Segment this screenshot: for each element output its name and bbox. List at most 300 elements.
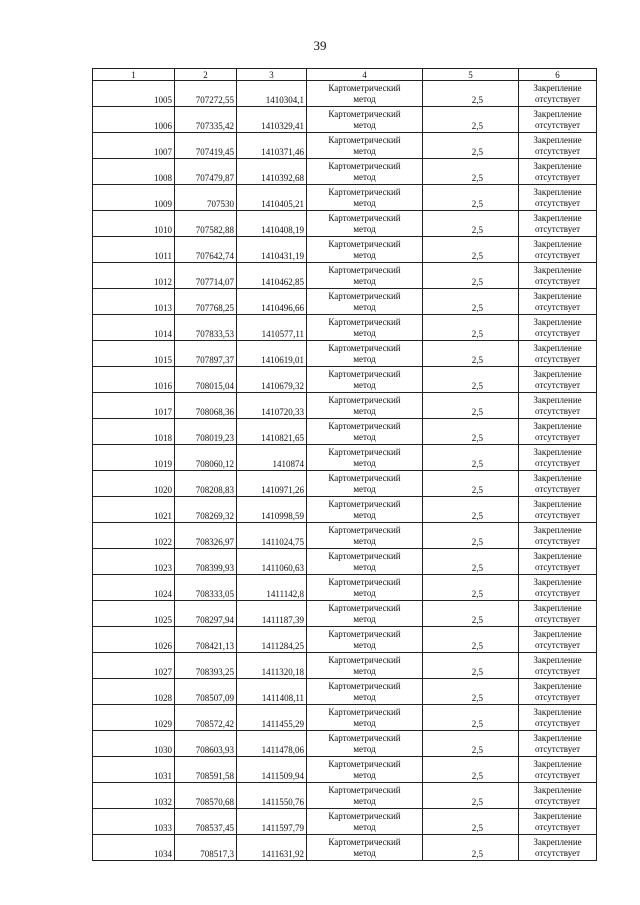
method-cell xyxy=(307,653,423,679)
x-coordinate-cell: 708517,3 xyxy=(175,835,237,861)
method-cell xyxy=(307,601,423,627)
y-coordinate-cell: 1410679,32 xyxy=(237,367,307,393)
fixation-line-1: Закрепление xyxy=(533,238,582,249)
fixation-line-1: Закрепление xyxy=(533,576,582,587)
point-number-cell: 1022 xyxy=(93,523,175,549)
point-number-cell: 1013 xyxy=(93,289,175,315)
method-line-2: метод xyxy=(353,613,376,624)
y-coordinate-cell: 1410619,01 xyxy=(237,341,307,367)
y-coordinate-cell: 1411455,29 xyxy=(237,705,307,731)
accuracy-cell: 2,5 xyxy=(423,809,519,835)
column-header: 4 xyxy=(307,69,423,81)
y-coordinate-cell: 1410392,68 xyxy=(237,159,307,185)
method-line-1: Картометрический xyxy=(328,836,401,847)
fixation-line-2: отсутствует xyxy=(534,457,581,468)
y-coordinate-cell: 1411024,75 xyxy=(237,523,307,549)
method-line-2: метод xyxy=(353,743,376,754)
accuracy-cell: 2,5 xyxy=(423,237,519,263)
method-cell xyxy=(307,627,423,653)
method-line-1: Картометрический xyxy=(328,602,401,613)
method-line-1: Картометрический xyxy=(328,472,401,483)
accuracy-cell: 2,5 xyxy=(423,159,519,185)
accuracy-cell: 2,5 xyxy=(423,263,519,289)
fixation-line-1: Закрепление xyxy=(533,784,582,795)
method-line-1: Картометрический xyxy=(328,212,401,223)
accuracy-cell: 2,5 xyxy=(423,211,519,237)
y-coordinate-cell: 1410496,66 xyxy=(237,289,307,315)
y-coordinate-cell: 1410371,46 xyxy=(237,133,307,159)
x-coordinate-cell: 708208,83 xyxy=(175,471,237,497)
point-number-cell: 1012 xyxy=(93,263,175,289)
fixation-cell xyxy=(519,575,597,601)
y-coordinate-cell: 1410462,85 xyxy=(237,263,307,289)
fixation-line-2: отсутствует xyxy=(534,613,581,624)
method-line-1: Картометрический xyxy=(328,550,401,561)
method-line-2: метод xyxy=(353,353,376,364)
point-number-cell: 1010 xyxy=(93,211,175,237)
point-number-cell: 1005 xyxy=(93,81,175,107)
fixation-line-2: отсутствует xyxy=(534,561,581,572)
method-cell xyxy=(307,81,423,107)
fixation-line-2: отсутствует xyxy=(534,119,581,130)
fixation-line-2: отсутствует xyxy=(534,145,581,156)
method-line-2: метод xyxy=(353,561,376,572)
fixation-cell xyxy=(519,497,597,523)
fixation-line-1: Закрепление xyxy=(533,680,582,691)
point-number-cell: 1014 xyxy=(93,315,175,341)
method-line-1: Картометрический xyxy=(328,784,401,795)
table-row xyxy=(93,393,597,419)
x-coordinate-cell: 707768,25 xyxy=(175,289,237,315)
point-number-cell: 1016 xyxy=(93,367,175,393)
table-row xyxy=(93,653,597,679)
method-cell xyxy=(307,107,423,133)
method-cell xyxy=(307,289,423,315)
point-number-cell: 1007 xyxy=(93,133,175,159)
fixation-cell xyxy=(519,263,597,289)
method-line-2: метод xyxy=(353,821,376,832)
column-header: 5 xyxy=(423,69,519,81)
table-row xyxy=(93,731,597,757)
table-row xyxy=(93,523,597,549)
x-coordinate-cell: 708591,58 xyxy=(175,757,237,783)
accuracy-cell: 2,5 xyxy=(423,835,519,861)
method-cell xyxy=(307,731,423,757)
x-coordinate-cell: 708570,68 xyxy=(175,783,237,809)
point-number-cell: 1020 xyxy=(93,471,175,497)
table-row xyxy=(93,341,597,367)
fixation-line-1: Закрепление xyxy=(533,160,582,171)
method-line-2: метод xyxy=(353,223,376,234)
point-number-cell: 1008 xyxy=(93,159,175,185)
x-coordinate-cell: 708015,04 xyxy=(175,367,237,393)
y-coordinate-cell: 1411284,25 xyxy=(237,627,307,653)
method-cell xyxy=(307,211,423,237)
method-line-1: Картометрический xyxy=(328,264,401,275)
page-number: 39 xyxy=(313,38,327,53)
fixation-line-2: отсутствует xyxy=(534,353,581,364)
table-row xyxy=(93,81,597,107)
method-line-2: метод xyxy=(353,379,376,390)
y-coordinate-cell: 1411320,18 xyxy=(237,653,307,679)
y-coordinate-cell: 1411408,11 xyxy=(237,679,307,705)
y-coordinate-cell: 1410998,59 xyxy=(237,497,307,523)
table-row xyxy=(93,263,597,289)
accuracy-cell: 2,5 xyxy=(423,575,519,601)
table-row xyxy=(93,471,597,497)
accuracy-cell: 2,5 xyxy=(423,107,519,133)
method-line-2: метод xyxy=(353,431,376,442)
method-cell xyxy=(307,159,423,185)
y-coordinate-cell: 1411187,39 xyxy=(237,601,307,627)
fixation-cell xyxy=(519,731,597,757)
fixation-line-2: отсутствует xyxy=(534,665,581,676)
method-cell xyxy=(307,471,423,497)
method-line-1: Картометрический xyxy=(328,524,401,535)
fixation-line-1: Закрепление xyxy=(533,342,582,353)
x-coordinate-cell: 707335,42 xyxy=(175,107,237,133)
fixation-line-1: Закрепление xyxy=(533,602,582,613)
fixation-line-2: отсутствует xyxy=(534,249,581,260)
table-row xyxy=(93,445,597,471)
method-line-1: Картометрический xyxy=(328,134,401,145)
fixation-cell xyxy=(519,471,597,497)
fixation-cell xyxy=(519,133,597,159)
fixation-line-2: отсутствует xyxy=(534,171,581,182)
accuracy-cell: 2,5 xyxy=(423,757,519,783)
fixation-cell xyxy=(519,523,597,549)
x-coordinate-cell: 708060,12 xyxy=(175,445,237,471)
x-coordinate-cell: 708399,93 xyxy=(175,549,237,575)
y-coordinate-cell: 1410720,33 xyxy=(237,393,307,419)
method-cell xyxy=(307,341,423,367)
method-line-2: метод xyxy=(353,639,376,650)
y-coordinate-cell: 1410971,26 xyxy=(237,471,307,497)
point-number-cell: 1025 xyxy=(93,601,175,627)
accuracy-cell: 2,5 xyxy=(423,783,519,809)
fixation-line-1: Закрепление xyxy=(533,186,582,197)
fixation-line-2: отсутствует xyxy=(534,795,581,806)
method-line-2: метод xyxy=(353,535,376,546)
method-line-1: Картометрический xyxy=(328,628,401,639)
method-line-1: Картометрический xyxy=(328,706,401,717)
x-coordinate-cell: 708019,23 xyxy=(175,419,237,445)
x-coordinate-cell: 708333,05 xyxy=(175,575,237,601)
fixation-cell xyxy=(519,159,597,185)
coordinates-table xyxy=(92,68,597,861)
point-number-cell: 1031 xyxy=(93,757,175,783)
x-coordinate-cell: 708507,09 xyxy=(175,679,237,705)
header-row xyxy=(93,69,597,81)
fixation-cell xyxy=(519,367,597,393)
method-cell xyxy=(307,575,423,601)
x-coordinate-cell: 707479,87 xyxy=(175,159,237,185)
table-row xyxy=(93,159,597,185)
method-line-1: Картометрический xyxy=(328,446,401,457)
x-coordinate-cell: 708603,93 xyxy=(175,731,237,757)
x-coordinate-cell: 707419,45 xyxy=(175,133,237,159)
accuracy-cell: 2,5 xyxy=(423,601,519,627)
method-cell xyxy=(307,783,423,809)
y-coordinate-cell: 1411060,63 xyxy=(237,549,307,575)
fixation-line-1: Закрепление xyxy=(533,524,582,535)
method-line-2: метод xyxy=(353,275,376,286)
fixation-line-1: Закрепление xyxy=(533,446,582,457)
table-row xyxy=(93,211,597,237)
accuracy-cell: 2,5 xyxy=(423,341,519,367)
method-line-2: метод xyxy=(353,847,376,858)
method-cell xyxy=(307,497,423,523)
fixation-cell xyxy=(519,783,597,809)
fixation-line-2: отсутствует xyxy=(534,483,581,494)
method-line-1: Картометрический xyxy=(328,654,401,665)
table-row xyxy=(93,705,597,731)
fixation-cell xyxy=(519,315,597,341)
y-coordinate-cell: 1411597,79 xyxy=(237,809,307,835)
method-cell xyxy=(307,263,423,289)
method-cell xyxy=(307,705,423,731)
x-coordinate-cell: 708297,94 xyxy=(175,601,237,627)
method-line-2: метод xyxy=(353,197,376,208)
method-line-2: метод xyxy=(353,301,376,312)
fixation-line-1: Закрепление xyxy=(533,82,582,93)
table-row xyxy=(93,549,597,575)
column-header: 2 xyxy=(175,69,237,81)
fixation-cell xyxy=(519,393,597,419)
method-cell xyxy=(307,185,423,211)
accuracy-cell: 2,5 xyxy=(423,705,519,731)
point-number-cell: 1024 xyxy=(93,575,175,601)
method-cell xyxy=(307,835,423,861)
method-cell xyxy=(307,445,423,471)
x-coordinate-cell: 708393,25 xyxy=(175,653,237,679)
method-line-2: метод xyxy=(353,457,376,468)
fixation-cell xyxy=(519,549,597,575)
method-line-1: Картометрический xyxy=(328,810,401,821)
y-coordinate-cell: 1410431,19 xyxy=(237,237,307,263)
fixation-line-2: отсутствует xyxy=(534,639,581,650)
accuracy-cell: 2,5 xyxy=(423,679,519,705)
fixation-line-2: отсутствует xyxy=(534,275,581,286)
table-row xyxy=(93,757,597,783)
method-cell xyxy=(307,393,423,419)
accuracy-cell: 2,5 xyxy=(423,549,519,575)
fixation-line-1: Закрепление xyxy=(533,264,582,275)
point-number-cell: 1028 xyxy=(93,679,175,705)
method-line-2: метод xyxy=(353,509,376,520)
fixation-line-2: отсутствует xyxy=(534,691,581,702)
table-row xyxy=(93,185,597,211)
fixation-cell xyxy=(519,627,597,653)
x-coordinate-cell: 707272,55 xyxy=(175,81,237,107)
fixation-cell xyxy=(519,419,597,445)
fixation-cell xyxy=(519,237,597,263)
accuracy-cell: 2,5 xyxy=(423,445,519,471)
method-line-1: Картометрический xyxy=(328,160,401,171)
method-cell xyxy=(307,419,423,445)
fixation-line-1: Закрепление xyxy=(533,472,582,483)
fixation-line-2: отсутствует xyxy=(534,847,581,858)
x-coordinate-cell: 707714,07 xyxy=(175,263,237,289)
accuracy-cell: 2,5 xyxy=(423,731,519,757)
fixation-line-1: Закрепление xyxy=(533,212,582,223)
y-coordinate-cell: 1410821,65 xyxy=(237,419,307,445)
method-line-1: Картометрический xyxy=(328,394,401,405)
x-coordinate-cell: 708269,32 xyxy=(175,497,237,523)
y-coordinate-cell: 1411550,76 xyxy=(237,783,307,809)
fixation-line-1: Закрепление xyxy=(533,758,582,769)
method-cell xyxy=(307,549,423,575)
fixation-cell xyxy=(519,107,597,133)
point-number-cell: 1027 xyxy=(93,653,175,679)
x-coordinate-cell: 707582,88 xyxy=(175,211,237,237)
fixation-line-2: отсутствует xyxy=(534,379,581,390)
point-number-cell: 1026 xyxy=(93,627,175,653)
method-line-1: Картометрический xyxy=(328,420,401,431)
fixation-line-2: отсутствует xyxy=(534,327,581,338)
fixation-line-2: отсутствует xyxy=(534,717,581,728)
fixation-line-2: отсутствует xyxy=(534,743,581,754)
accuracy-cell: 2,5 xyxy=(423,81,519,107)
fixation-cell xyxy=(519,185,597,211)
fixation-cell xyxy=(519,81,597,107)
method-line-2: метод xyxy=(353,119,376,130)
method-line-2: метод xyxy=(353,483,376,494)
x-coordinate-cell: 707642,74 xyxy=(175,237,237,263)
table-row xyxy=(93,627,597,653)
x-coordinate-cell: 707833,53 xyxy=(175,315,237,341)
y-coordinate-cell: 1410577,11 xyxy=(237,315,307,341)
x-coordinate-cell: 708068,36 xyxy=(175,393,237,419)
method-line-1: Картометрический xyxy=(328,498,401,509)
point-number-cell: 1034 xyxy=(93,835,175,861)
method-line-2: метод xyxy=(353,249,376,260)
table-row xyxy=(93,497,597,523)
accuracy-cell: 2,5 xyxy=(423,523,519,549)
fixation-line-2: отсутствует xyxy=(534,535,581,546)
method-line-2: метод xyxy=(353,327,376,338)
method-line-2: метод xyxy=(353,717,376,728)
accuracy-cell: 2,5 xyxy=(423,367,519,393)
point-number-cell: 1009 xyxy=(93,185,175,211)
fixation-line-2: отсутствует xyxy=(534,197,581,208)
table-row xyxy=(93,133,597,159)
method-line-2: метод xyxy=(353,405,376,416)
y-coordinate-cell: 1411509,94 xyxy=(237,757,307,783)
y-coordinate-cell: 1411631,92 xyxy=(237,835,307,861)
method-cell xyxy=(307,679,423,705)
column-header: 1 xyxy=(93,69,175,81)
table-row xyxy=(93,367,597,393)
method-line-2: метод xyxy=(353,795,376,806)
fixation-cell xyxy=(519,809,597,835)
fixation-line-1: Закрепление xyxy=(533,316,582,327)
method-line-2: метод xyxy=(353,665,376,676)
table-row xyxy=(93,237,597,263)
point-number-cell: 1011 xyxy=(93,237,175,263)
x-coordinate-cell: 708421,13 xyxy=(175,627,237,653)
method-line-2: метод xyxy=(353,93,376,104)
method-line-2: метод xyxy=(353,769,376,780)
fixation-line-1: Закрепление xyxy=(533,290,582,301)
point-number-cell: 1017 xyxy=(93,393,175,419)
table-row xyxy=(93,679,597,705)
table-row xyxy=(93,783,597,809)
point-number-cell: 1033 xyxy=(93,809,175,835)
fixation-cell xyxy=(519,679,597,705)
y-coordinate-cell: 1411478,06 xyxy=(237,731,307,757)
method-line-2: метод xyxy=(353,587,376,598)
x-coordinate-cell: 708537,45 xyxy=(175,809,237,835)
method-line-1: Картометрический xyxy=(328,290,401,301)
method-line-1: Картометрический xyxy=(328,186,401,197)
y-coordinate-cell: 1411142,8 xyxy=(237,575,307,601)
method-cell xyxy=(307,133,423,159)
fixation-line-1: Закрепление xyxy=(533,654,582,665)
fixation-line-2: отсутствует xyxy=(534,821,581,832)
accuracy-cell: 2,5 xyxy=(423,419,519,445)
accuracy-cell: 2,5 xyxy=(423,471,519,497)
fixation-cell xyxy=(519,289,597,315)
point-number-cell: 1030 xyxy=(93,731,175,757)
method-line-1: Картометрический xyxy=(328,732,401,743)
point-number-cell: 1023 xyxy=(93,549,175,575)
fixation-line-1: Закрепление xyxy=(533,108,582,119)
column-header: 3 xyxy=(237,69,307,81)
fixation-line-1: Закрепление xyxy=(533,368,582,379)
table-row xyxy=(93,835,597,861)
fixation-line-2: отсутствует xyxy=(534,587,581,598)
x-coordinate-cell: 707530 xyxy=(175,185,237,211)
method-cell xyxy=(307,237,423,263)
fixation-cell xyxy=(519,445,597,471)
accuracy-cell: 2,5 xyxy=(423,289,519,315)
y-coordinate-cell: 1410304,1 xyxy=(237,81,307,107)
table-row xyxy=(93,575,597,601)
fixation-line-2: отсутствует xyxy=(534,509,581,520)
method-line-1: Картометрический xyxy=(328,576,401,587)
method-line-1: Картометрический xyxy=(328,316,401,327)
table-row xyxy=(93,601,597,627)
method-line-2: метод xyxy=(353,145,376,156)
fixation-line-2: отсутствует xyxy=(534,301,581,312)
table-row xyxy=(93,809,597,835)
method-line-1: Картометрический xyxy=(328,680,401,691)
point-number-cell: 1006 xyxy=(93,107,175,133)
accuracy-cell: 2,5 xyxy=(423,497,519,523)
method-line-1: Картометрический xyxy=(328,108,401,119)
method-cell xyxy=(307,523,423,549)
fixation-line-2: отсутствует xyxy=(534,769,581,780)
fixation-line-1: Закрепление xyxy=(533,550,582,561)
y-coordinate-cell: 1410408,19 xyxy=(237,211,307,237)
method-line-1: Картометрический xyxy=(328,342,401,353)
fixation-line-1: Закрепление xyxy=(533,394,582,405)
fixation-cell xyxy=(519,601,597,627)
fixation-line-1: Закрепление xyxy=(533,836,582,847)
fixation-line-1: Закрепление xyxy=(533,420,582,431)
table-row xyxy=(93,419,597,445)
method-cell xyxy=(307,367,423,393)
fixation-cell xyxy=(519,835,597,861)
method-line-1: Картометрический xyxy=(328,82,401,93)
point-number-cell: 1015 xyxy=(93,341,175,367)
table-row xyxy=(93,315,597,341)
accuracy-cell: 2,5 xyxy=(423,185,519,211)
method-cell xyxy=(307,757,423,783)
accuracy-cell: 2,5 xyxy=(423,133,519,159)
x-coordinate-cell: 707897,37 xyxy=(175,341,237,367)
